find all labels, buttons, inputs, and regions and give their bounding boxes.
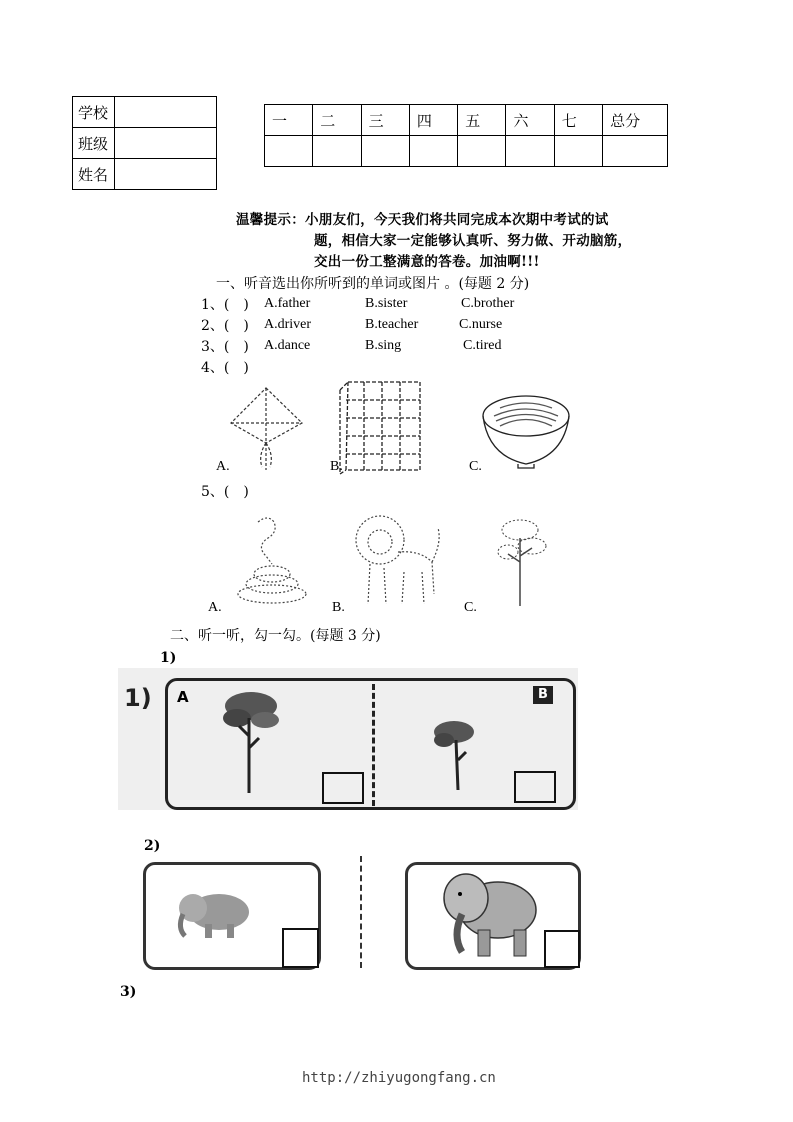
school-label: 学校 bbox=[73, 97, 115, 128]
q3-option-b: B.sing bbox=[365, 338, 402, 353]
item2-checkbox-a[interactable] bbox=[282, 928, 319, 968]
q2-option-b: B.teacher bbox=[365, 317, 419, 332]
score-cell[interactable] bbox=[458, 136, 506, 167]
score-header-total: 总分 bbox=[603, 105, 668, 136]
student-info-table bbox=[72, 96, 217, 190]
section2-title: 二、听一听，勾一勾。(每题 3 分) bbox=[170, 628, 381, 644]
tall-tree-image bbox=[215, 688, 285, 798]
q4-label-a: A. bbox=[216, 459, 230, 474]
section1-title: 一、听音选出你所听到的单词或图片 。(每题 2 分) bbox=[216, 276, 530, 292]
item1-divider bbox=[372, 684, 375, 806]
chocolate-bar-image bbox=[338, 378, 424, 474]
q1-option-c: C.brother bbox=[461, 296, 515, 311]
q2-option-c: C.nurse bbox=[459, 317, 503, 332]
score-cell[interactable] bbox=[361, 136, 409, 167]
tip-line-3: 交出一份工整满意的答卷。加油啊!!! bbox=[314, 254, 540, 270]
lion-image bbox=[350, 512, 450, 608]
name-field[interactable] bbox=[115, 159, 217, 190]
q5-label-b: B. bbox=[332, 600, 345, 615]
q4-label-c: C. bbox=[469, 459, 482, 474]
class-field[interactable] bbox=[115, 128, 217, 159]
score-header-6: 六 bbox=[506, 105, 554, 136]
tip-line-1: 温馨提示：小朋友们，今天我们将共同完成本次期中考试的试 bbox=[236, 212, 609, 228]
q2-number: 2、( ) bbox=[201, 318, 249, 334]
footer-url: http://zhiyugongfang.cn bbox=[302, 1070, 496, 1086]
school-field[interactable] bbox=[115, 97, 217, 128]
snake-image bbox=[228, 512, 308, 604]
item1-checkbox-a[interactable] bbox=[322, 772, 364, 804]
q5-number: 5、( ) bbox=[201, 484, 249, 500]
item2-label: 2) bbox=[144, 838, 161, 854]
score-header-5: 五 bbox=[458, 105, 506, 136]
q3-number: 3、( ) bbox=[201, 339, 249, 355]
q1-option-a: A.father bbox=[264, 296, 311, 311]
score-header-1: 一 bbox=[265, 105, 313, 136]
item3-label: 3) bbox=[120, 984, 137, 1000]
score-cell[interactable] bbox=[554, 136, 602, 167]
noodle-bowl-image bbox=[480, 388, 572, 468]
score-cell[interactable] bbox=[265, 136, 313, 167]
item1-number: 1) bbox=[124, 684, 152, 712]
big-elephant-image bbox=[436, 866, 546, 960]
kite-image bbox=[228, 385, 308, 475]
item1-checkbox-b[interactable] bbox=[514, 771, 556, 803]
q3-option-c: C.tired bbox=[463, 338, 502, 353]
score-header-7: 七 bbox=[554, 105, 602, 136]
score-header-3: 三 bbox=[361, 105, 409, 136]
item2-checkbox-b[interactable] bbox=[544, 930, 580, 968]
score-cell-total[interactable] bbox=[603, 136, 668, 167]
q1-number: 1、( ) bbox=[201, 297, 249, 313]
score-cell[interactable] bbox=[313, 136, 361, 167]
short-tree-image bbox=[430, 718, 480, 798]
item2-divider bbox=[360, 856, 362, 968]
score-cell[interactable] bbox=[409, 136, 457, 167]
score-cell[interactable] bbox=[506, 136, 554, 167]
class-label: 班级 bbox=[73, 128, 115, 159]
small-elephant-image bbox=[175, 888, 265, 944]
item1-label: 1) bbox=[160, 650, 177, 666]
tip-line-2: 题，相信大家一定能够认真听、努力做、开动脑筋， bbox=[314, 233, 632, 249]
q5-label-c: C. bbox=[464, 600, 477, 615]
q4-number: 4、( ) bbox=[201, 360, 249, 376]
score-header-4: 四 bbox=[409, 105, 457, 136]
tree-image bbox=[492, 512, 562, 612]
name-label: 姓名 bbox=[73, 159, 115, 190]
q2-option-a: A.driver bbox=[264, 317, 312, 332]
q5-label-a: A. bbox=[208, 600, 222, 615]
item1-tag-b: B bbox=[533, 686, 553, 704]
q1-option-b: B.sister bbox=[365, 296, 408, 311]
score-table bbox=[264, 104, 668, 167]
item1-tag-a: A bbox=[177, 688, 189, 706]
q3-option-a: A.dance bbox=[264, 338, 311, 353]
score-header-2: 二 bbox=[313, 105, 361, 136]
q4-label-b: B. bbox=[330, 459, 343, 474]
